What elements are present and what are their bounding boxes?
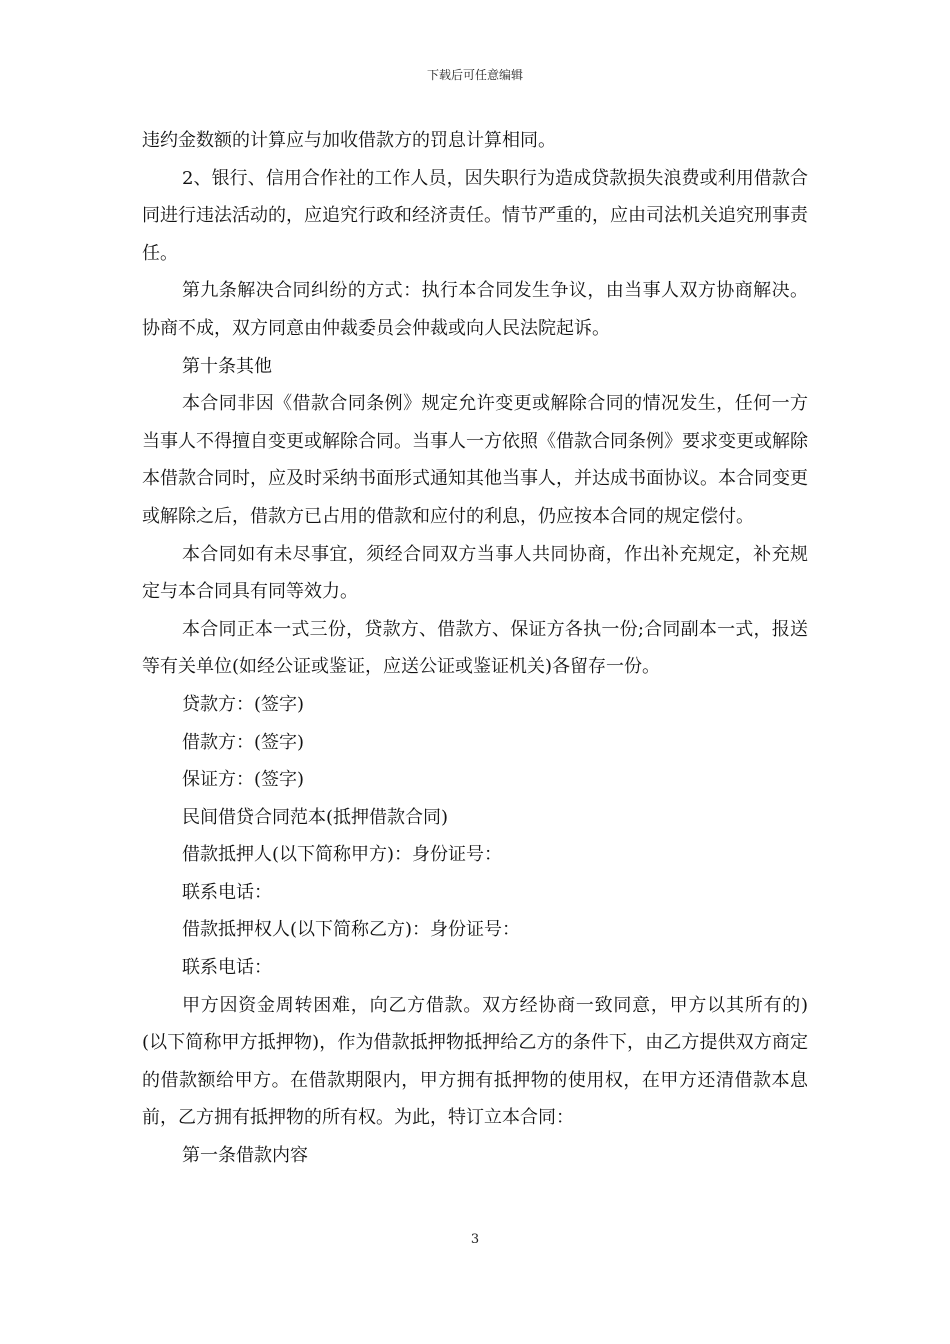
paragraph: 2、银行、信用合作社的工作人员，因失职行为造成贷款损失浪费或利用借款合同进行违法活动的，应追究行政和经济责任。情节严重的，应由司法机关追究刑事责任。 [142, 167, 808, 264]
paragraph: 本合同正本一式三份，贷款方、借款方、保证方各执一份;合同副本一式，报送等有关单位(如经公证或鉴证，应送公证或鉴证机关)各留存一份。 [142, 618, 808, 678]
document-body [142, 122, 808, 1175]
contract-title: 民间借贷合同范本(抵押借款合同) [182, 806, 449, 828]
party-b-line: 借款抵押权人(以下简称乙方)：身份证号： [182, 919, 521, 941]
paragraph: 本合同非因《借款合同条例》规定允许变更或解除合同的情况发生，任何一方当事人不得擅自变更或解除合同。当事人一方依照《借款合同条例》要求变更或解除本借款合同时，应及时采纳书面形式通知其他当事人，并达成书面协议。本合同变更或解除之后，借款方已占用的借款和应付的利息，仍应按本合同的规定偿付。 [142, 393, 808, 527]
paragraph: 本合同如有未尽事宜，须经合同双方当事人共同协商，作出补充规定，补充规定与本合同具有同等效力。 [142, 543, 808, 603]
paragraph: 第九条解决合同纠纷的方式：执行本合同发生争议，由当事人双方协商解决。协商不成，双方同意由仲裁委员会仲裁或向人民法院起诉。 [142, 280, 808, 339]
section-heading: 第十条其他 [182, 355, 272, 377]
paragraph: 甲方因资金周转困难，向乙方借款。双方经协商一致同意，甲方以其所有的)(以下简称甲方抵押物)，作为借款抵押物抵押给乙方的条件下，由乙方提供双方商定的借款额给甲方。在借款期限内，甲方拥有抵押物的使用权，在甲方还清借款本息前，乙方拥有抵押物的所有权。为此，特订立本合同： [142, 994, 808, 1129]
signature-line-lender: 贷款方：(签字) [182, 693, 305, 715]
section-heading: 第一条借款内容 [182, 1145, 308, 1167]
party-a-phone: 联系电话： [182, 881, 272, 903]
signature-line-guarantor: 保证方：(签字) [182, 769, 305, 791]
party-b-phone: 联系电话： [182, 957, 272, 979]
party-a-line: 借款抵押人(以下简称甲方)：身份证号： [182, 844, 503, 866]
page-header: 下载后可任意编辑 [426, 68, 523, 82]
signature-line-borrower: 借款方：(签字) [182, 731, 305, 753]
page-number: 3 [470, 1232, 480, 1247]
paragraph: 违约金数额的计算应与加收借款方的罚息计算相同。 [142, 130, 556, 151]
